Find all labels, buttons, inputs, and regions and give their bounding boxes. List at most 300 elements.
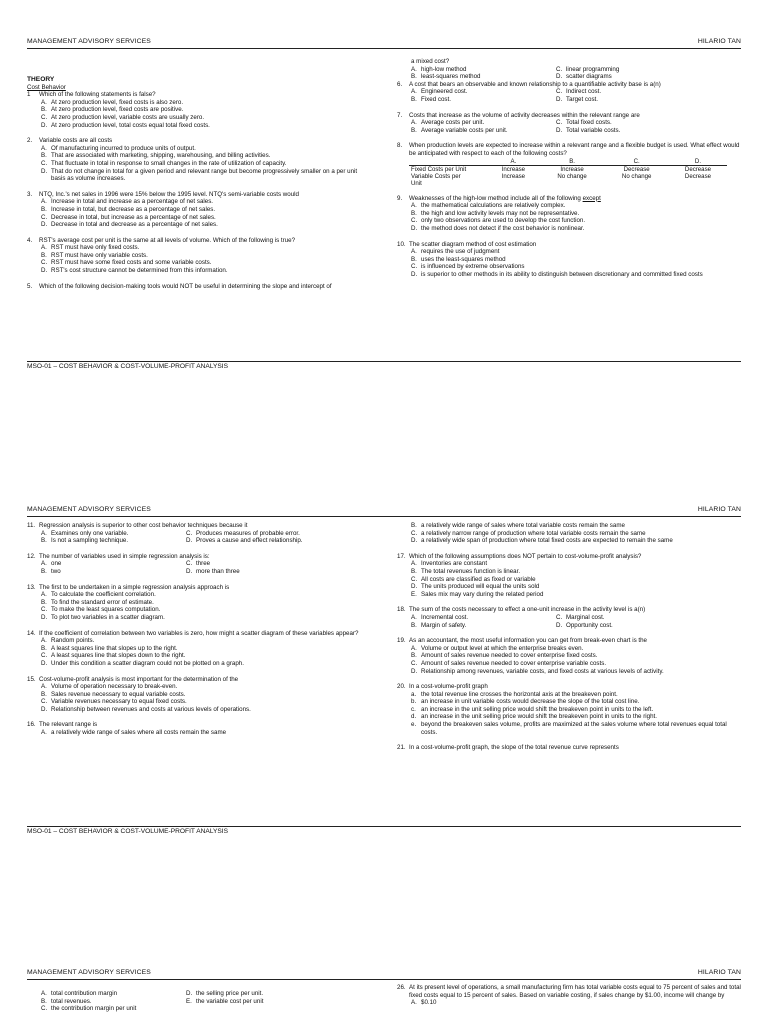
option-letter: C. — [41, 213, 48, 221]
option-text: a relatively wide span of production where total fixed costs are expected to remain the same — [421, 537, 673, 545]
option-text: Amount of sales revenue needed to cover enterprise variable costs. — [421, 659, 607, 667]
question-14 — [27, 630, 372, 668]
option-letter: B. — [41, 251, 47, 259]
option-letter: D. — [556, 126, 563, 134]
table-header-cell: A. — [487, 158, 540, 166]
option-letter: C. — [41, 113, 48, 121]
option-text: least-squares method — [421, 73, 481, 81]
question-keyword: except — [582, 194, 601, 202]
option-letter: C. — [556, 88, 563, 96]
option-text: the selling price per unit. — [196, 990, 264, 997]
option-text: Opportunity cost. — [566, 621, 613, 629]
question-number: 19. — [397, 637, 406, 645]
question-text: The scatter diagram method of cost estimation — [409, 240, 537, 248]
option — [27, 221, 372, 229]
option-letter: D. — [411, 270, 418, 278]
option — [27, 645, 372, 653]
question-number: 3. — [27, 190, 33, 198]
option-text: At zero production level, fixed costs is also zero. — [51, 98, 184, 106]
question-5-continued: a mixed cost? — [411, 58, 450, 65]
option — [397, 652, 743, 660]
option-letter: A. — [41, 560, 47, 568]
question-16-continued — [397, 522, 743, 545]
option-text: scatter diagrams — [566, 73, 612, 81]
option-text: $0.10 — [421, 999, 437, 1007]
table-header-cell: C. — [604, 158, 669, 166]
option-letter: B. — [411, 73, 417, 81]
option — [397, 698, 743, 706]
option-letter: D. — [41, 267, 48, 275]
option — [27, 168, 372, 183]
question-number: 1 — [27, 91, 31, 99]
option — [397, 202, 743, 210]
option-letter: A. — [411, 119, 417, 127]
option-text: the total revenue line crosses the horizontal axis at the breakeven point. — [421, 690, 618, 698]
option — [27, 614, 372, 622]
question-20 — [397, 683, 743, 736]
option-text: Random points. — [51, 637, 95, 645]
option-text: Margin of safety. — [421, 621, 467, 629]
option-text: only two observations are used to develop the cost function. — [421, 217, 586, 225]
question-text: Which of the following assumptions does NOT pertain to cost-volume-profit analysis? — [409, 552, 642, 560]
option-text: A least squares line that slopes up to the right. — [51, 644, 178, 652]
option-text: At zero production level, fixed costs are positive. — [51, 106, 184, 114]
option — [397, 560, 743, 568]
option-text: the variable cost per unit — [196, 997, 264, 1005]
option-letter: B. — [41, 567, 47, 575]
option-letter: C. — [556, 613, 563, 621]
subsection-title: Cost Behavior — [27, 83, 66, 91]
option — [397, 713, 743, 721]
option — [397, 522, 743, 530]
option-letter: A. — [41, 990, 47, 997]
question-21 — [397, 744, 743, 752]
option-text: Total variable costs. — [566, 126, 621, 134]
option-letter: D. — [411, 583, 418, 591]
option-letter: B. — [41, 997, 47, 1005]
option — [27, 122, 372, 130]
option-text: Average variable costs per unit. — [421, 126, 508, 134]
question-text: NTQ, Inc.'s net sales in 1996 were 15% below the 1995 level. NTQ's semi-variable costs would — [39, 190, 299, 198]
option — [397, 256, 743, 264]
option-letter: E. — [186, 997, 192, 1005]
option — [27, 698, 372, 706]
option-text: three — [196, 560, 211, 568]
option-letter: C. — [411, 217, 418, 225]
option-letter: d. — [411, 713, 417, 721]
option-text: total contribution margin — [51, 990, 118, 997]
option-letter: D. — [411, 537, 418, 545]
option — [397, 263, 743, 271]
option-letter: D. — [186, 990, 193, 997]
option-text: Proves a cause and effect relationship. — [196, 537, 303, 545]
right-column — [397, 58, 743, 286]
option — [27, 599, 372, 607]
option-letter: A. — [411, 613, 417, 621]
option-text: Relationship between revenues and costs at various levels of operations. — [51, 705, 251, 713]
question-number: 14. — [27, 629, 36, 637]
option — [27, 267, 372, 275]
option-text: linear programming — [566, 65, 620, 73]
option-letter: A. — [411, 560, 417, 568]
table-cell: Decrease — [684, 165, 712, 173]
option — [397, 721, 743, 736]
header-left: MANAGEMENT ADVISORY SERVICES — [27, 38, 151, 45]
question-5-options — [397, 66, 743, 81]
question-15 — [27, 676, 372, 714]
question-18 — [397, 606, 743, 629]
question-13 — [27, 584, 372, 622]
option — [397, 576, 743, 584]
question-text: The first to be undertaken in a simple regression analysis approach is — [39, 583, 230, 591]
option — [27, 591, 372, 599]
option-letter: D. — [41, 221, 48, 229]
option-letter: B. — [41, 644, 47, 652]
option-letter: B. — [41, 205, 47, 213]
question-2 — [27, 137, 372, 183]
option-text: is influenced by extreme observations — [421, 263, 525, 271]
option-text: Of manufacturing incurred to produce units of output. — [51, 144, 196, 152]
page-3 — [0, 964, 768, 1024]
question-26 — [397, 984, 743, 1007]
option-letter: A. — [41, 683, 47, 691]
page-1 — [0, 0, 768, 370]
option-letter: B. — [411, 567, 417, 575]
question-text: A cost that bears an observable and known relationship to a quantifiable activity base is a(n) — [409, 80, 661, 88]
option-text: Produces measures of probable error. — [196, 529, 300, 537]
option-text: Indirect cost. — [566, 88, 602, 96]
option — [397, 668, 743, 676]
option — [397, 530, 743, 538]
option-text: RST's cost structure cannot be determined from this information. — [51, 267, 228, 275]
option-text: Volume of operation necessary to break-even. — [51, 683, 178, 691]
option-text: Increase in total and increase as a percentage of net sales. — [51, 198, 214, 206]
option — [397, 706, 743, 714]
header-left: MANAGEMENT ADVISORY SERVICES — [27, 506, 151, 513]
table-row — [409, 165, 727, 173]
option-text: Average costs per unit. — [421, 119, 485, 127]
option — [27, 214, 372, 222]
option-text: the contribution margin per unit — [51, 1005, 137, 1013]
table-cell: Decrease — [684, 172, 712, 180]
option — [27, 160, 372, 168]
option-letter: D. — [411, 224, 418, 232]
option-text: Incremental cost. — [421, 613, 469, 621]
option — [27, 198, 372, 206]
question-text: If the coefficient of correlation between two variables is zero, how might a scatter diagram of these variables appear? — [39, 629, 359, 637]
option-letter: b. — [411, 698, 417, 706]
option-text: Under this condition a scatter diagram could not be plotted on a graph. — [51, 659, 244, 667]
option-letter: B. — [41, 690, 47, 698]
question-text: Regression analysis is superior to other cost behavior techniques because it — [39, 522, 248, 529]
option — [397, 217, 743, 225]
option — [397, 568, 743, 576]
option-letter: D. — [186, 567, 193, 575]
option-text: At zero production level, total costs equal total fixed costs. — [51, 121, 210, 129]
option — [397, 591, 743, 599]
option-letter: C. — [411, 263, 418, 271]
header-left: MANAGEMENT ADVISORY SERVICES — [27, 969, 151, 976]
option-letter: C. — [41, 652, 48, 660]
option — [27, 683, 372, 691]
option-text: Sales mix may vary during the related period — [421, 590, 544, 598]
table-row — [409, 180, 727, 187]
option-text: That are associated with marketing, shipping, warehousing, and billing activities. — [51, 152, 271, 160]
option-letter: B. — [411, 126, 417, 134]
option — [397, 645, 743, 653]
option-letter: C. — [411, 575, 418, 583]
option-letter: A. — [41, 637, 47, 645]
option-letter: D. — [556, 73, 563, 81]
option-letter: D. — [41, 167, 48, 175]
option-letter: e. — [411, 721, 417, 729]
question-17 — [397, 553, 743, 599]
option-text: two — [51, 567, 61, 575]
header-right: HILARIO TAN — [697, 38, 741, 45]
option — [397, 999, 743, 1007]
question-text: In a cost-volume-profit graph — [409, 683, 488, 691]
question-number: 8. — [397, 142, 403, 150]
option-text: an increase in unit variable costs would decrease the slope of the total cost line. — [421, 698, 640, 706]
option-letter: D. — [41, 613, 48, 621]
question-number: 5. — [27, 282, 33, 290]
question-12 — [27, 553, 372, 576]
option-letter: A. — [411, 248, 417, 256]
option — [27, 606, 372, 614]
option-text: high-low method — [421, 65, 467, 73]
option — [27, 637, 372, 645]
question-text: At its present level of operations, a small manufacturing firm has total variable costs equal to 75 percent of sales and total fixed costs equal to 15 percent of sales. Based on variable costing, if sales change by $1.00, income will change by — [409, 984, 741, 999]
page-header — [27, 38, 741, 49]
question-number: 10. — [397, 240, 406, 248]
question-text: Costs that increase as the volume of activity decreases within the relevant range are — [409, 111, 640, 119]
option-letter: D. — [556, 95, 563, 103]
option-text: Inventories are constant — [421, 560, 488, 568]
header-right: HILARIO TAN — [697, 969, 741, 976]
option — [27, 259, 372, 267]
page-footer: MSO-01 – COST BEHAVIOR & COST-VOLUME-PROFIT ANALYSIS — [27, 361, 741, 370]
option-letter: D. — [411, 667, 418, 675]
question-text: RST's average cost per unit is the same at all levels of volume. Which of the following is true? — [39, 236, 296, 244]
option-text: At zero production level, variable costs are usually zero. — [51, 113, 205, 121]
table-cell: Increase — [501, 172, 526, 180]
question-text: Variable costs are all costs — [39, 137, 113, 145]
option-letter: D. — [186, 537, 193, 545]
option-text: RST must have some fixed costs and some variable costs. — [51, 259, 212, 267]
question-text: Weaknesses of the high-low method include all of the following — [409, 194, 583, 202]
question-3 — [27, 191, 372, 229]
option-letter: A. — [41, 729, 47, 737]
option — [27, 206, 372, 214]
option-letter: C. — [41, 606, 48, 614]
option-text: To make the least squares computation. — [51, 606, 161, 614]
table-cell: Decrease — [623, 165, 650, 173]
option — [397, 210, 743, 218]
question-number: 15. — [27, 675, 36, 683]
option-text: Marginal cost. — [566, 613, 605, 621]
option-text: a relatively narrow range of production where total variable costs remain the same — [421, 529, 646, 537]
option-text: Total fixed costs. — [566, 119, 612, 127]
option-letter: A. — [41, 98, 47, 106]
question-text: The relevant range is — [39, 721, 98, 729]
option — [27, 652, 372, 660]
question-text: Which of the following decision-making tools would NOT be useful in determining the slope and intercept of — [39, 282, 332, 290]
table-cell: No change — [557, 172, 587, 180]
question-7 — [397, 112, 743, 135]
question-6 — [397, 81, 743, 104]
option — [27, 706, 372, 714]
question-text: Cost-volume-profit analysis is most important for the determination of the — [39, 675, 239, 683]
question-text: As an accountant, the most useful information you can get from break-even chart is the — [409, 637, 648, 645]
option-letter: A. — [411, 88, 417, 96]
option-text: Variable revenues necessary to equal fixed costs. — [51, 698, 187, 706]
option-letter: C. — [186, 560, 193, 568]
option-letter: C. — [186, 529, 193, 537]
option — [397, 660, 743, 668]
page-footer: MSO-01 – COST BEHAVIOR & COST-VOLUME-PROFIT ANALYSIS — [27, 826, 741, 835]
question-10 — [397, 241, 743, 279]
option-text: Engineered cost. — [421, 88, 468, 96]
option-text: one — [51, 560, 62, 568]
question-number: 17. — [397, 552, 406, 560]
question-1 — [27, 91, 372, 129]
option — [397, 691, 743, 699]
option-letter: C. — [41, 259, 48, 267]
option-text: Volume or output level at which the enterprise breaks even. — [421, 644, 584, 652]
option-text: more than three — [196, 567, 240, 575]
option-text: To calculate the coefficient correlation. — [51, 591, 156, 599]
question-text: Which of the following statements is false? — [39, 91, 156, 99]
option-letter: C. — [556, 119, 563, 127]
option-letter: c. — [411, 705, 416, 713]
option-text: an increase in the unit selling price would shift the breakeven point in units to the right. — [421, 713, 657, 721]
question-4 — [27, 237, 372, 275]
option-letter: D. — [41, 121, 48, 129]
question-number: 9. — [397, 194, 403, 202]
page-header — [27, 506, 741, 517]
option-text: uses the least-squares method — [421, 255, 506, 263]
table-cell: Increase — [560, 165, 584, 173]
option-letter: A. — [41, 591, 47, 599]
option-letter: D. — [41, 705, 48, 713]
question-text: In a cost-volume-profit graph, the slope of the total revenue curve represents — [409, 744, 619, 752]
table-row — [409, 173, 727, 180]
question-number: 26. — [397, 984, 406, 991]
option-text: an increase in the unit selling price would shift the breakeven point in units to the left. — [421, 705, 654, 713]
option-letter: A. — [411, 202, 417, 210]
option — [27, 145, 372, 153]
option-letter: B. — [411, 621, 417, 629]
page-2 — [0, 500, 768, 840]
option-letter: D. — [41, 659, 48, 667]
option — [397, 248, 743, 256]
option — [397, 271, 743, 279]
option-text: The total revenues function is linear. — [421, 567, 521, 575]
option-letter: C. — [41, 1005, 48, 1013]
page-header — [27, 969, 741, 980]
option-text: Increase in total, but decrease as a percentage of net sales. — [51, 205, 216, 213]
question-number: 16. — [27, 721, 36, 729]
option-letter: D. — [556, 621, 563, 629]
option-letter: B. — [411, 652, 417, 660]
option — [27, 252, 372, 260]
table-row-label: Unit — [411, 179, 422, 187]
question-number: 13. — [27, 583, 36, 591]
question-number: 2. — [27, 137, 33, 145]
question-text: When production levels are expected to increase within a relevant range and a flexible budget is used. What effect would be anticipated with respect to each of the following costs? — [409, 142, 740, 157]
table-header-row — [409, 158, 727, 166]
option-letter: A. — [41, 529, 47, 537]
table-row-label: Fixed Costs per Unit — [411, 165, 467, 173]
option — [27, 152, 372, 160]
option-letter: A. — [41, 198, 47, 206]
question-number: 18. — [397, 606, 406, 614]
option-letter: A. — [411, 644, 417, 652]
option-text: A least squares line that slopes down to the right. — [51, 652, 186, 660]
option-text: the high and low activity levels may not be representative. — [421, 209, 580, 217]
option-text: All costs are classified as fixed or variable — [421, 575, 536, 583]
option-text: Sales revenue necessary to equal variable costs. — [51, 690, 186, 698]
option-text: the mathematical calculations are relatively complex. — [421, 202, 566, 210]
option-letter: a. — [411, 690, 417, 698]
right-column — [397, 522, 743, 760]
option-text: Decrease in total, but increase as a percentage of net sales. — [51, 213, 216, 221]
option-text: a relatively wide range of sales where all costs remain the same — [51, 729, 227, 737]
option — [27, 114, 372, 122]
left-column — [27, 522, 372, 745]
option — [397, 537, 743, 545]
option — [27, 106, 372, 114]
options-continued — [27, 990, 372, 1013]
option-letter: C. — [556, 65, 563, 73]
left-column — [27, 76, 372, 298]
option-text: The units produced will equal the units sold — [421, 583, 540, 591]
option-text: Relationship among revenues, variable costs, and fixed costs at various levels of activity. — [421, 667, 664, 675]
option-text: beyond the breakeven sales volume, profits are maximized at the sales volume where total revenues equal total costs. — [421, 721, 727, 736]
option-text: That fluctuate in total in response to small changes in the rate of utilization of capacity. — [51, 159, 287, 167]
option — [27, 691, 372, 699]
left-column — [27, 990, 372, 1013]
option-letter: C. — [41, 698, 48, 706]
right-column — [397, 984, 743, 1015]
option-text: That do not change in total for a given period and relevant range but become progressively smaller on a per unit basis as volume increases. — [51, 167, 358, 183]
option-letter: A. — [411, 65, 417, 73]
table-header-cell: D. — [669, 158, 727, 166]
option — [27, 244, 372, 252]
option-text: To find the standard error of estimate. — [51, 598, 154, 606]
section-title: THEORY — [27, 76, 55, 83]
option-text: Amount of sales revenue needed to cover enterprise fixed costs. — [421, 652, 598, 660]
table-header-cell: B. — [540, 158, 605, 166]
option-text: requires the use of judgment — [421, 248, 500, 256]
question-text: The sum of the costs necessary to effect a one-unit increase in the activity level is a(n) — [409, 606, 646, 614]
option-letter: B. — [411, 209, 417, 217]
option-text: Examines only one variable. — [51, 529, 129, 537]
question-number: 6. — [397, 80, 403, 88]
question-16 — [27, 721, 372, 736]
option-letter: B. — [411, 95, 417, 103]
option-letter: A. — [41, 244, 47, 252]
option-text: Is not a sampling technique. — [51, 537, 129, 545]
table-cell: No change — [621, 172, 652, 180]
option-letter: A. — [411, 999, 417, 1007]
option — [27, 99, 372, 107]
question-number: 20. — [397, 683, 406, 691]
option-letter: B. — [41, 106, 47, 114]
option-letter: B. — [411, 255, 417, 263]
option-text: total revenues. — [51, 997, 92, 1005]
table-row-label: Variable Costs per — [411, 172, 461, 180]
